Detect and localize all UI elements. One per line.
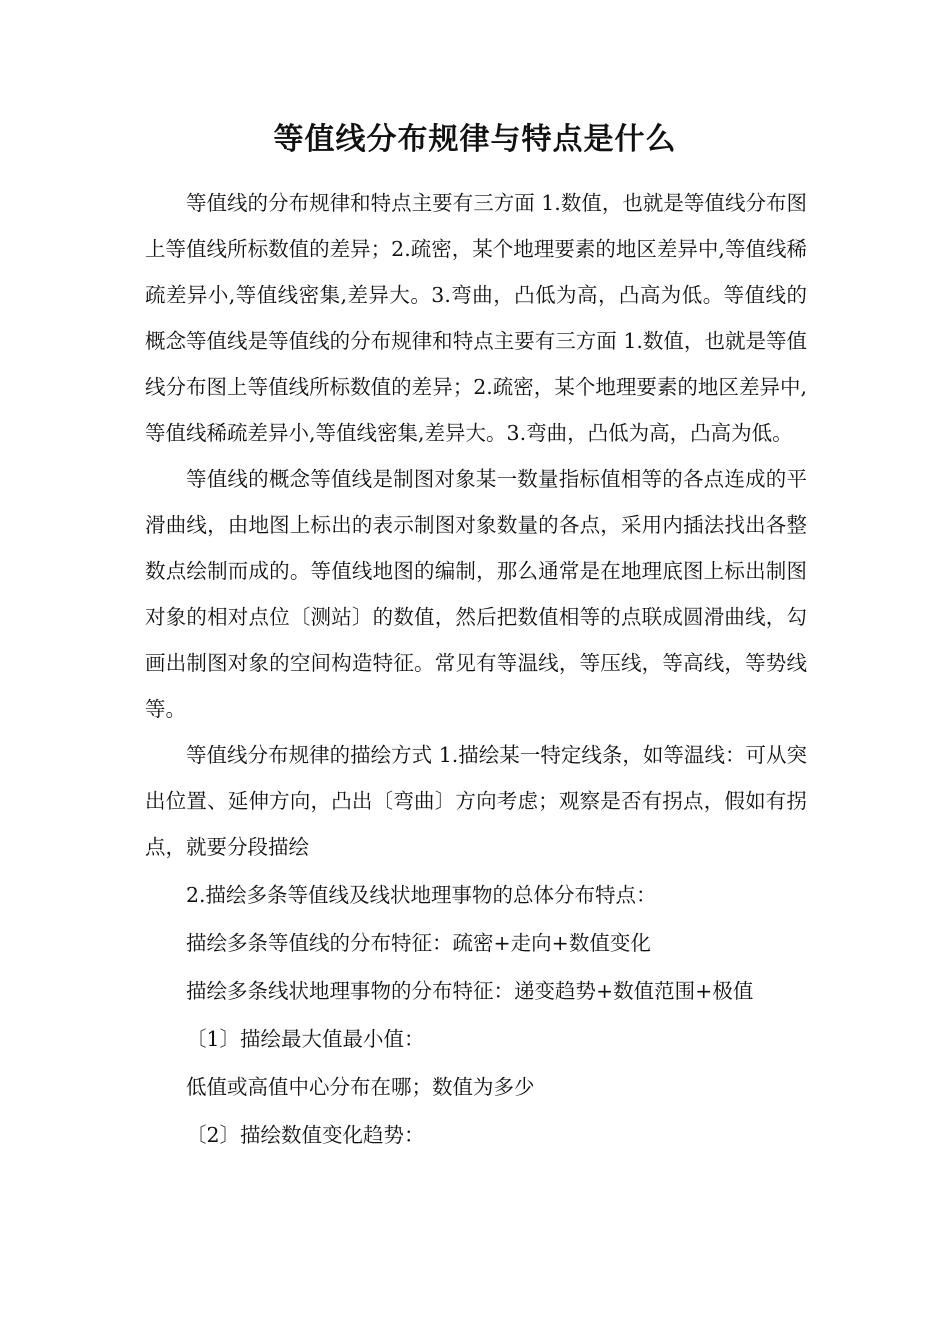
paragraph-max-min-detail: 低值或高值中心分布在哪；数值为多少 bbox=[186, 1075, 535, 1099]
paragraph-contour-concept: 等值线的概念等值线是制图对象某一数量指标值相等的各点连成的平滑曲线，由地图上标出的表示制图对象数量的各点，采用内插法找出各整数点绘制而成的。等值线地图的编制，那么通常是在地理底图上标出制图对象的相对点位〔测站〕的数值，然后把数值相等的点联成圆滑曲线，勾画出制图对象的空间构造特征。常见有等温线，等压线，等高线，等势线等。 bbox=[145, 467, 807, 721]
paragraph-max-min-heading: 〔1〕描绘最大值最小值： bbox=[186, 1027, 425, 1051]
document-title: 等值线分布规律与特点是什么 bbox=[273, 122, 677, 157]
paragraph-multiple-contours-features: 描绘多条等值线的分布特征：疏密+走向+数值变化 bbox=[186, 931, 651, 955]
paragraph-linear-features: 描绘多条线状地理事物的分布特征：递变趋势+数值范围+极值 bbox=[186, 979, 754, 1003]
paragraph-patterns-overview: 等值线的分布规律和特点主要有三方面 1.数值，也就是等值线分布图上等值线所标数值的差异；2.疏密，某个地理要素的地区差异中,等值线稀疏差异小,等值线密集,差异大。3.弯曲，凸低为高，凸高为低。等值线的概念等值线是等值线的分布规律和特点主要有三方面 1.数值，也就是等值线分布图上等值线所标数值的差异；2.疏密，某个地理要素的地区差异中,等值线稀疏差异小,等值线密集,差异大。3.弯曲，凸低为高，凸高为低。 bbox=[145, 191, 807, 445]
paragraph-trend-heading: 〔2〕描绘数值变化趋势： bbox=[186, 1123, 425, 1147]
document-body bbox=[145, 180, 807, 1158]
paragraph-describing-single-line: 等值线分布规律的描绘方式 1.描绘某一特定线条，如等温线：可从突出位置、延伸方向，凸出〔弯曲〕方向考虑；观察是否有拐点，假如有拐点，就要分段描绘 bbox=[145, 743, 807, 859]
paragraph-multiple-lines-heading: 2.描绘多条等值线及线状地理事物的总体分布特点： bbox=[186, 883, 657, 907]
